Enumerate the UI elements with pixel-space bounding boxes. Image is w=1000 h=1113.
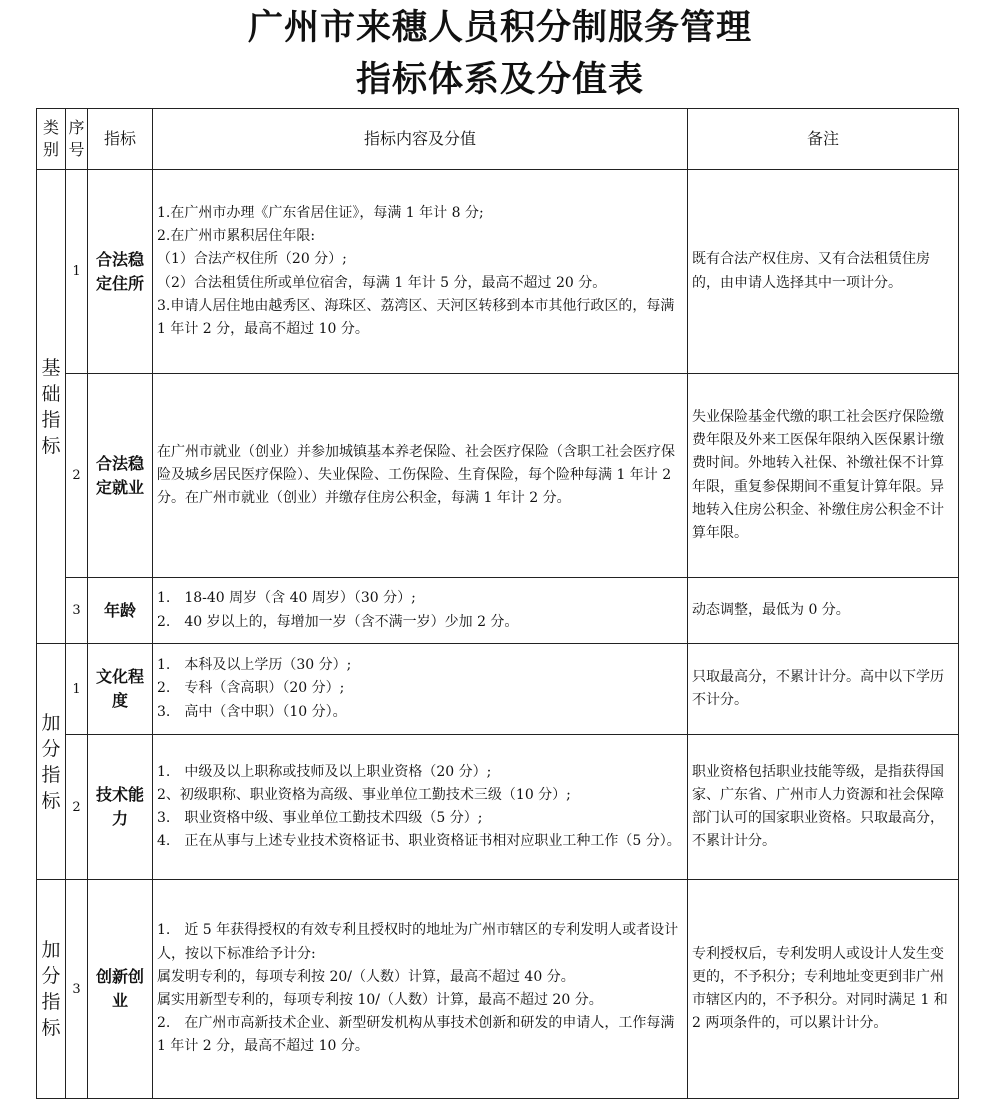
row-seq: 1 — [66, 170, 88, 374]
row-indicator: 文化程度 — [88, 644, 153, 735]
category-bonus — [37, 644, 66, 880]
content-line: （1）合法产权住所（20 分）; — [157, 251, 347, 268]
category-char: 分 — [41, 965, 61, 987]
content-line: 4. 正在从事与上述专业技术资格证书、职业资格证书相对应职业工种工作（5 分）。 — [157, 833, 681, 850]
row-remark — [688, 170, 959, 374]
row-seq: 3 — [66, 880, 88, 1099]
row-content — [153, 735, 688, 880]
category-char: 加 — [41, 711, 61, 734]
content-line: 属实用新型专利的，每项专利按 10/（人数）计算，最高不超过 20 分。 — [157, 992, 603, 1008]
row-content — [153, 578, 688, 644]
content-line: （2）合法租赁住所或单位宿舍，每满 1 年计 5 分，最高不超过 20 分。 — [157, 274, 607, 291]
row-remark — [688, 735, 959, 880]
header-seq-char: 序 — [68, 118, 85, 137]
header-category-char: 别 — [42, 140, 59, 159]
content-line: 2、初级职称、职业资格为高级、事业单位工勤技术三级（10 分）; — [157, 786, 571, 803]
remark-line: 动态调整，最低为 0 分。 — [692, 601, 850, 618]
content-line: 3. 职业资格中级、事业单位工勤技术四级（5 分）; — [157, 810, 483, 826]
row-content — [153, 880, 688, 1099]
row-content — [153, 374, 688, 578]
content-line: 1.在广州市办理《广东省居住证》，每满 1 年计 8 分; — [157, 204, 484, 221]
category-char: 加 — [41, 939, 61, 961]
page-title: 广州市来穗人员积分制服务管理 — [247, 8, 752, 48]
category-char: 指 — [41, 991, 61, 1013]
row-indicator: 年龄 — [88, 578, 153, 644]
header-category — [37, 109, 66, 170]
header-seq-char: 号 — [68, 140, 85, 159]
row-indicator: 合法稳定住所 — [88, 170, 153, 374]
table-row — [37, 374, 959, 578]
header-seq — [66, 109, 88, 170]
category-char: 标 — [41, 789, 61, 812]
content-line: 2. 在广州市高新技术企业、新型研发机构从事技术创新和研发的申请人，工作每满 1 年计 2 分，最高不超过 10 分。 — [157, 1015, 675, 1055]
header-content: 指标内容及分值 — [153, 109, 688, 170]
header-remark: 备注 — [688, 109, 959, 170]
category-char: 标 — [41, 1017, 61, 1039]
remark-line: 失业保险基金代缴的职工社会医疗保险缴费年限及外来工医保年限纳入医保累计缴费时间。外地转入社保、补缴社保不计算年限，重复参保期间不重复计算年限。异地转入住房公积金、补缴住房公积金不计算年限。 — [692, 408, 944, 541]
category-basic — [37, 170, 66, 644]
header-indicator: 指标 — [88, 109, 153, 170]
content-line: 1. 18-40 周岁（含 40 周岁）（30 分）; — [157, 590, 416, 607]
row-seq: 2 — [66, 735, 88, 880]
row-indicator: 创新创业 — [88, 880, 153, 1099]
table-header-row — [37, 109, 959, 170]
remark-line: 既有合法产权住房、又有合法租赁住房的，由申请人选择其中一项计分。 — [692, 251, 930, 291]
indicator-table — [36, 108, 959, 1099]
row-seq: 1 — [66, 644, 88, 735]
row-remark — [688, 374, 959, 578]
table-row — [37, 644, 959, 735]
header-category-char: 类 — [42, 118, 59, 137]
row-indicator: 技术能力 — [88, 735, 153, 880]
category-char: 标 — [41, 434, 61, 457]
category-char: 础 — [41, 382, 61, 405]
content-line: 3. 高中（含中职）（10 分）。 — [157, 703, 347, 720]
row-remark — [688, 644, 959, 735]
row-indicator: 合法稳定就业 — [88, 374, 153, 578]
table-row — [37, 170, 959, 374]
table-row — [37, 578, 959, 644]
row-remark — [688, 578, 959, 644]
category-char: 基 — [41, 356, 61, 379]
content-line: 1. 近 5 年获得授权的有效专利且授权时的地址为广州市辖区的专利发明人或者设计人，按以下标准给予计分: — [157, 922, 679, 962]
row-content — [153, 170, 688, 374]
row-remark — [688, 880, 959, 1099]
row-seq: 3 — [66, 578, 88, 644]
page-subtitle: 指标体系及分值表 — [355, 60, 644, 100]
table-row — [37, 880, 959, 1099]
remark-line: 专利授权后，专利发明人或设计人发生变更的，不予积分；专利地址变更到非广州市辖区内的，不予积分。对同时满足 1 和 2 两项条件的，可以累计计分。 — [692, 945, 948, 1032]
content-line: 2. 专科（含高职）（20 分）; — [157, 680, 345, 697]
category-char: 指 — [41, 763, 61, 786]
content-line: 1. 本科及以上学历（30 分）; — [157, 657, 352, 674]
content-line: 属发明专利的，每项专利按 20/（人数）计算，最高不超过 40 分。 — [157, 968, 575, 985]
category-bonus — [37, 880, 66, 1099]
category-char: 指 — [41, 408, 61, 431]
content-line: 3.申请人居住地由越秀区、海珠区、荔湾区、天河区转移到本市其他行政区的，每满 1 年计 2 分，最高不超过 10 分。 — [157, 297, 675, 337]
table-row — [37, 735, 959, 880]
content-line: 在广州市就业（创业）并参加城镇基本养老保险、社会医疗保险（含职工社会医疗保险及城乡居民医疗保险）、失业保险、工伤保险、生育保险，每个险种每满 1 年计 2 分。在广州市就业（创业）并缴存住房公积金，每满 1 年计 2 分。 — [157, 443, 675, 507]
content-line: 2. 40 岁以上的，每增加一岁（含不满一岁）少加 2 分。 — [157, 613, 519, 630]
content-line: 1. 中级及以上职称或技师及以上职业资格（20 分）; — [157, 763, 492, 780]
row-seq: 2 — [66, 374, 88, 578]
remark-line: 只取最高分，不累计计分。高中以下学历不计分。 — [692, 668, 944, 708]
remark-line: 职业资格包括职业技能等级，是指获得国家、广东省、广州市人力资源和社会保障部门认可的国家职业资格。只取最高分，不累计计分。 — [692, 763, 944, 850]
category-char: 分 — [41, 737, 61, 760]
content-line: 2.在广州市累积居住年限: — [157, 228, 316, 245]
row-content — [153, 644, 688, 735]
